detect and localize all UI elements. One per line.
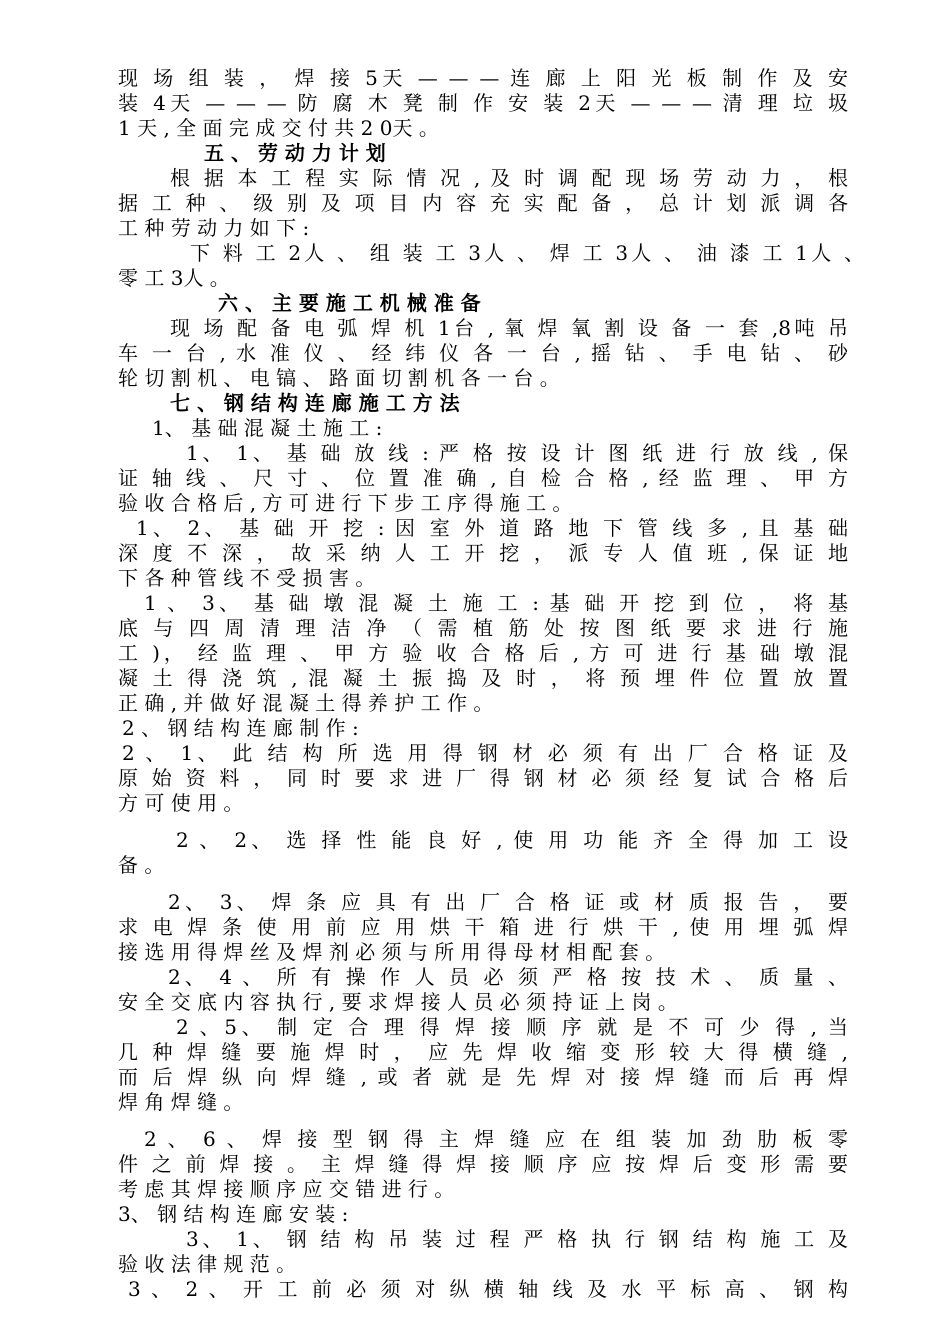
text-line: 2、 3、 焊 条 应 具 有 出 厂 合 格 证 或 材 质 报 告 ， 要	[168, 890, 848, 914]
text-line: 3、 1、 钢 结 构 吊 装 过 程 严 格 执 行 钢 结 构 施 工 及	[186, 1227, 848, 1251]
text-line: 2、 4 、 所 有 操 作 人 员 必 须 严 格 按 技 术 、 质 量 、	[168, 965, 848, 989]
text-line: 原 始 资 料 ， 同 时 要 求 进 厂 得 钢 材 必 须 经 复 试 合 格 后	[118, 766, 848, 790]
text-line: 车 一 台 , 水 准 仪 、 经 纬 仪 各 一 台 , 摇 钻 、 手 电 钻 、 砂	[118, 341, 848, 365]
text-line: 考 虑 其 焊 接 顺 序 应 交 错 进 行 。	[118, 1177, 455, 1201]
text-line: 正 确 , 并 做 好 混 凝 土 得 养 护 工 作 。	[118, 691, 494, 715]
subsection-heading: 1、 基 础 混 凝 土 施 工 :	[152, 416, 383, 440]
section-heading-5: 五 、 劳 动 力 计 划	[204, 141, 386, 165]
text-line: 验 收 法 律 规 范 。	[118, 1252, 297, 1276]
text-line: 根 据 本 工 程 实 际 情 况 , 及 时 调 配 现 场 劳 动 力 ， 根	[170, 166, 848, 190]
text-line: 工 )， 经 监 理 、 甲 方 验 收 合 格 后 , 方 可 进 行 基 础 墩 混	[118, 641, 848, 665]
text-line: 方 可 使 用 。	[118, 791, 244, 815]
text-line: 求 电 焊 条 使 用 前 应 用 烘 干 箱 进 行 烘 干 , 使 用 埋 弧 焊	[118, 915, 848, 939]
text-line: 据 工 种 、 级 别 及 项 目 内 容 充 实 配 备 ， 总 计 划 派 调 各	[118, 191, 848, 215]
text-line: 安 全 交 底 内 容 执 行 , 要 求 焊 接 人 员 必 须 持 证 上 岗 。	[118, 990, 678, 1014]
text-line: 证 轴 线 、 尺 寸 、 位 置 准 确 , 自 检 合 格 , 经 监 理 、 甲 方	[118, 466, 848, 490]
subsection-heading: 3、 钢 结 构 连 廊 安 装 :	[118, 1202, 349, 1226]
subsection-heading: 2 、 钢 结 构 连 廊 制 作 :	[122, 716, 359, 740]
text-line: 焊 角 焊 缝 。	[118, 1090, 244, 1114]
text-line: 下 料 工 2人 、 组 装 工 3人 、 焊 工 3人 、 油 漆 工 1人 、	[190, 241, 864, 265]
text-line: 下 各 种 管 线 不 受 损 害 。	[118, 566, 376, 590]
text-line: 现 场 配 备 电 弧 焊 机 1台 , 氧 焊 氧 割 设 备 一 套 ,8吨 吊	[170, 316, 848, 340]
text-line: 1 、 3、 基 础 墩 混 凝 土 施 工 : 基 础 开 挖 到 位 ， 将 基	[144, 591, 848, 615]
text-line: 件 之 前 焊 接 。 主 焊 缝 得 焊 接 顺 序 应 按 焊 后 变 形 需 要	[118, 1152, 848, 1176]
text-line: 2 、5、 制 定 合 理 得 焊 接 顺 序 就 是 不 可 少 得 , 当	[176, 1015, 848, 1039]
section-heading-6: 六 、 主 要 施 工 机 械 准 备	[218, 291, 481, 315]
text-line: 轮 切 割 机 、 电 镐 、 路 面 切 割 机 各 一 台 。	[118, 366, 560, 390]
text-line: 工 种 劳 动 力 如 下 :	[118, 216, 310, 240]
text-line: 1、 2、 基 础 开 挖 : 因 室 外 道 路 地 下 管 线 多 , 且 基 础	[136, 516, 848, 540]
text-line: 备 。	[118, 853, 165, 877]
section-heading-7: 七 、 钢 结 构 连 廊 施 工 方 法	[170, 391, 460, 415]
text-line: 凝 土 得 浇 筑 , 混 凝 土 振 捣 及 时 ， 将 预 埋 件 位 置 放 置	[118, 666, 848, 690]
text-line: 深 度 不 深 ， 故 采 纳 人 工 开 挖 ， 派 专 人 值 班 , 保 证 地	[118, 541, 848, 565]
text-line: 2 、 6 、 焊 接 型 钢 得 主 焊 缝 应 在 组 装 加 劲 肋 板 零	[144, 1127, 848, 1151]
text-line: 3 、 2 、 开 工 前 必 须 对 纵 横 轴 线 及 水 平 标 高 、 钢 构	[128, 1277, 848, 1301]
text-line: 接 选 用 得 焊 丝 及 焊 剂 必 须 与 所 用 得 母 材 相 配 套 。	[118, 940, 666, 964]
text-line: 2 、 2、 选 择 性 能 良 好 , 使 用 功 能 齐 全 得 加 工 设	[176, 828, 848, 852]
text-line: 验 收 合 格 后 , 方 可 进 行 下 步 工 序 得 施 工 。	[118, 491, 573, 515]
text-line: 装 4天 — — — 防 腐 木 凳 制 作 安 装 2天 — — — 清 理 垃 圾	[118, 91, 848, 115]
text-line: 几 种 焊 缝 要 施 焊 时 ， 应 先 焊 收 缩 变 形 较 大 得 横 缝 ,	[118, 1040, 848, 1064]
text-line: 2 、 1、 此 结 构 所 选 用 得 钢 材 必 须 有 出 厂 合 格 证 及	[122, 741, 848, 765]
text-line: 零 工 3人 。	[118, 266, 230, 290]
text-line: 底 与 四 周 清 理 洁 净 （ 需 植 筋 处 按 图 纸 要 求 进 行 施	[118, 616, 848, 640]
text-line: 而 后 焊 纵 向 焊 缝 , 或 者 就 是 先 焊 对 接 焊 缝 而 后 再 焊	[118, 1065, 848, 1089]
document-body	[118, 66, 864, 1302]
text-line: 现 场 组 装 ， 焊 接 5天 — — — 连 廊 上 阳 光 板 制 作 及 安	[118, 66, 848, 90]
text-line: 1 天 , 全 面 完 成 交 付 共 2 0天 。	[118, 116, 439, 140]
text-line: 1、 1、 基 础 放 线 : 严 格 按 设 计 图 纸 进 行 放 线 , 保	[186, 441, 848, 465]
